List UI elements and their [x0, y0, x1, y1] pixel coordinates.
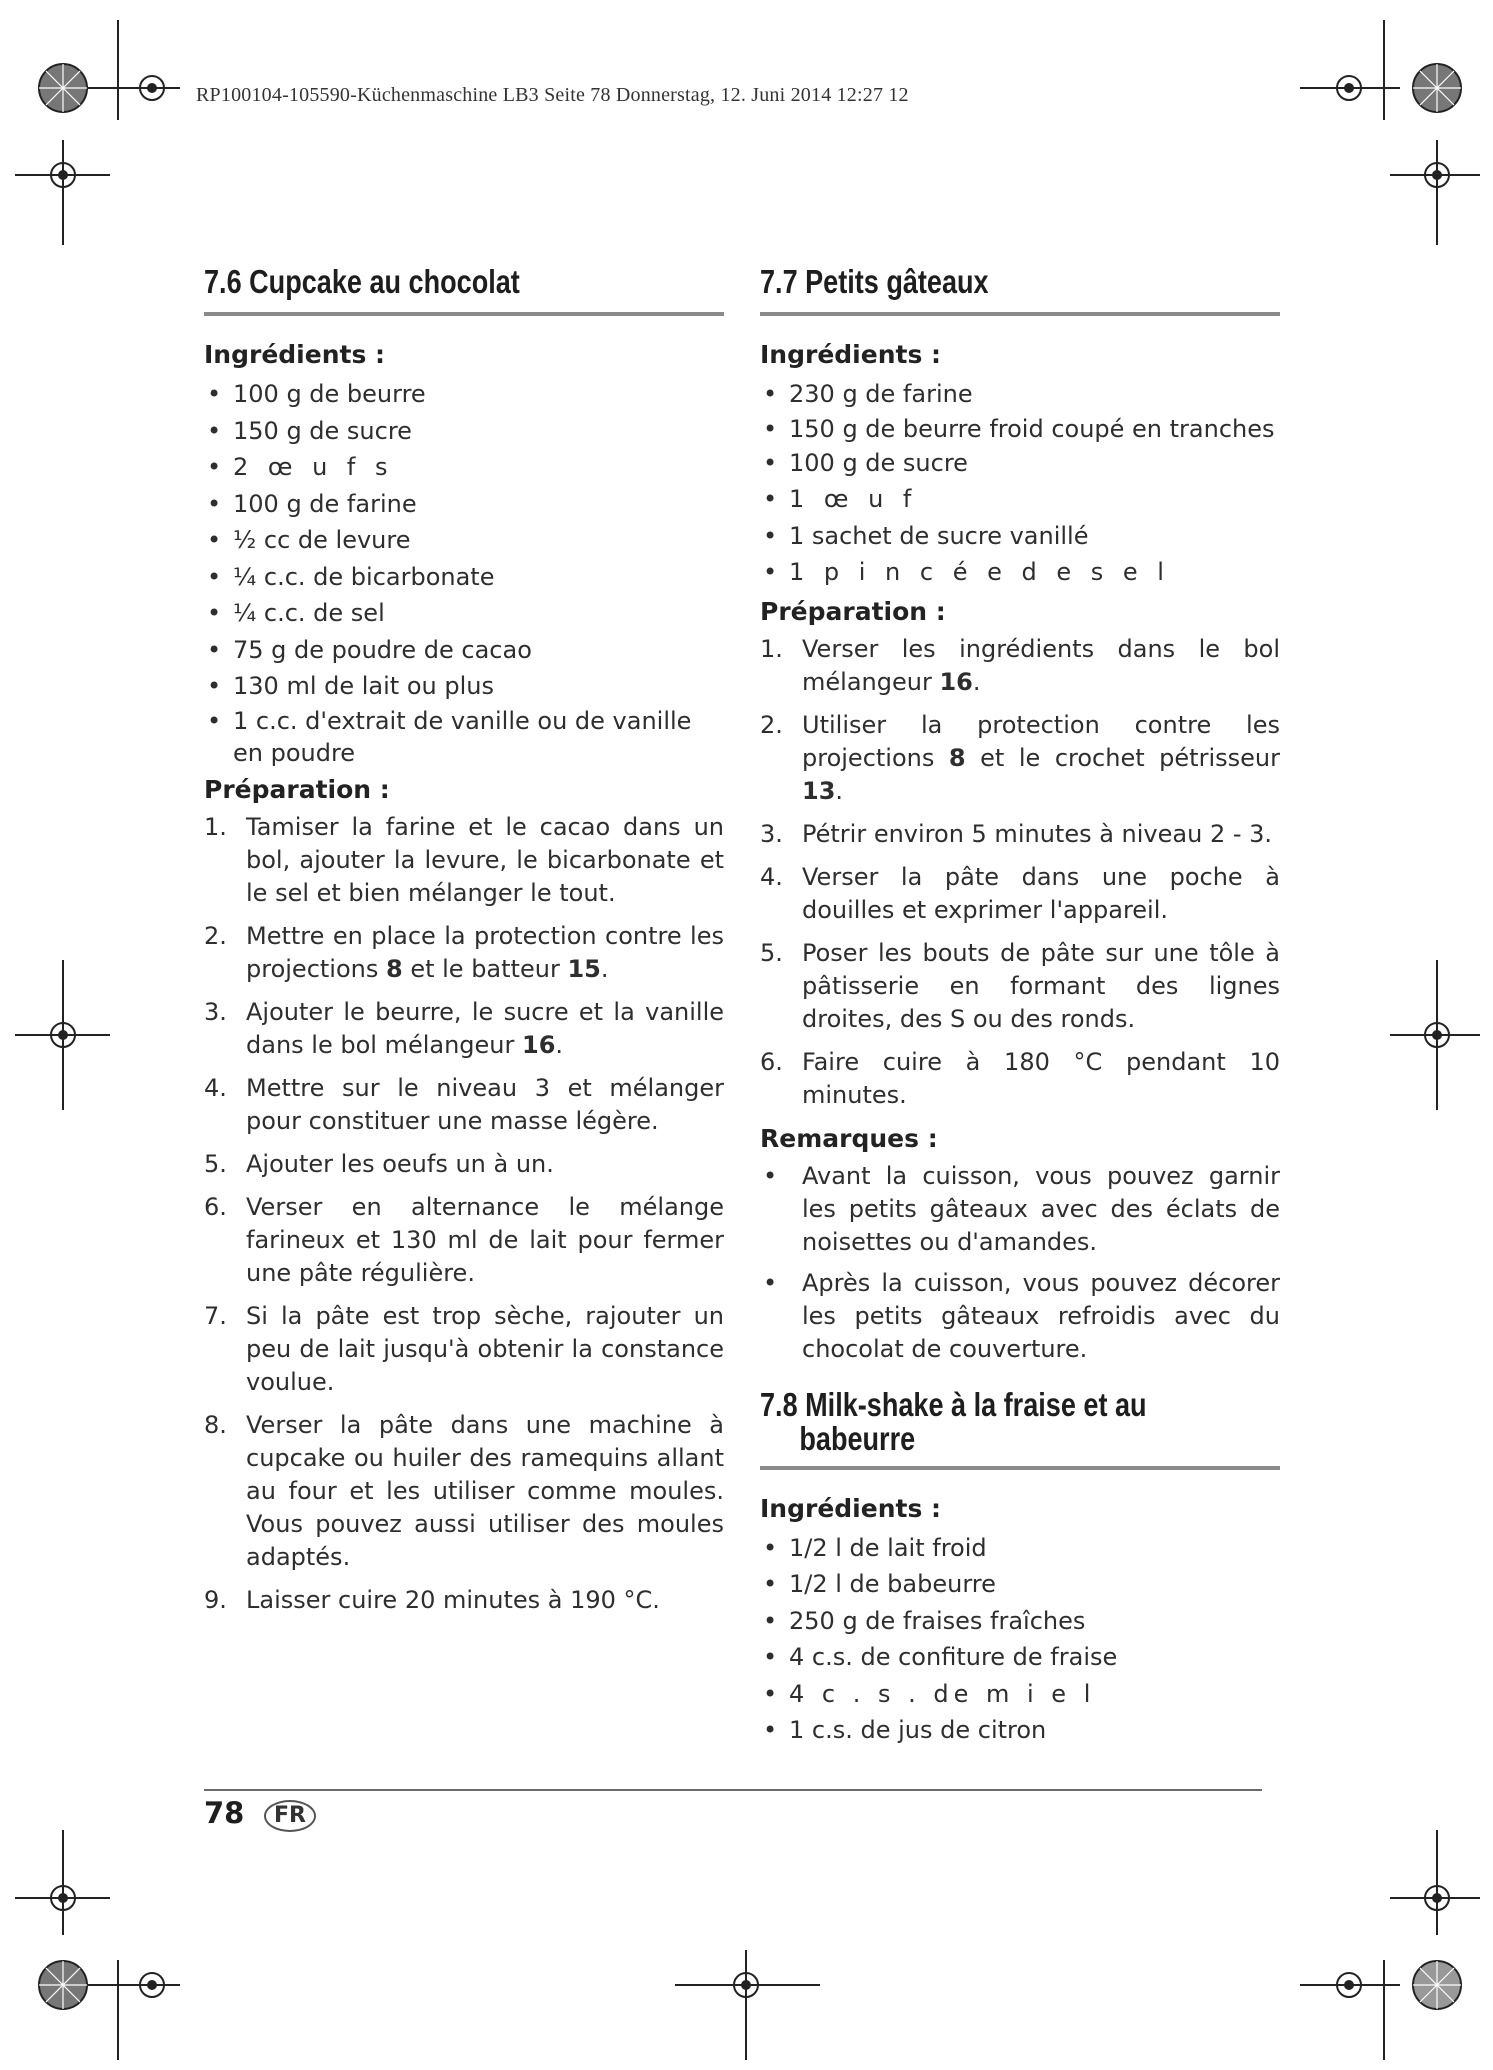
step-item: 4. Verser la pâte dans une poche à douilles et exprimer l'appareil. — [760, 862, 1280, 924]
ingredients-heading: Ingrédients : — [760, 340, 942, 369]
ingredients-list — [760, 1530, 1280, 1749]
ingredient-item: • 1 sachet de sucre vanillé — [760, 518, 1280, 555]
remark-item: • Avant la cuisson, vous pouvez garnir les petits gâteaux avec des éclats de noisettes ou d'amandes. — [760, 1160, 1280, 1259]
left-column — [204, 262, 724, 1627]
ingredient-item: • 4 c . s . de m i e l — [760, 1676, 1280, 1713]
title-rule — [204, 312, 724, 316]
ingredient-item: • ¼ c.c. de sel — [204, 595, 724, 632]
page-number: 78 — [204, 1796, 245, 1830]
ingredient-item: • 1 c.s. de jus de citron — [760, 1712, 1280, 1749]
section-title-petits-gateaux: 7.7 Petits gâteaux — [760, 263, 989, 300]
right-column — [760, 262, 1280, 1753]
step-item: 3. Ajouter le beurre, le sucre et la vanille dans le bol mélangeur 16. — [204, 997, 724, 1059]
step-item: 5. Poser les bouts de pâte sur une tôle à pâtisserie en formant des lignes droites, des S ou des ronds. — [760, 938, 1280, 1033]
step-item: 1. Tamiser la farine et le cacao dans un bol, ajouter la levure, le bicarbonate et le sel et bien mélanger le tout. — [204, 812, 724, 907]
preparation-heading: Préparation : — [204, 774, 390, 804]
ingredient-item: • ¼ c.c. de bicarbonate — [204, 559, 724, 596]
ingredient-item: • 230 g de farine — [760, 376, 1280, 413]
print-slug: RP100104-105590-Küchenmaschine LB3 Seite 78 Donnerstag, 12. Juni 2014 12:27 12 — [196, 84, 909, 106]
ingredient-item: • 1/2 l de babeurre — [760, 1566, 1280, 1603]
ingredient-item: • 75 g de poudre de cacao — [204, 632, 724, 669]
ingredient-item: • 150 g de beurre froid coupé en tranches — [760, 413, 1280, 445]
ingredient-item: • 1 c.c. d'extrait de vanille ou de vanille en poudre — [204, 705, 724, 769]
ingredient-item: • 1 œ u f — [760, 481, 1280, 518]
preparation-heading: Préparation : — [760, 596, 946, 626]
steps-list — [760, 633, 1280, 1112]
title-rule — [760, 1466, 1280, 1470]
steps-list — [204, 811, 724, 1617]
ingredient-item: • 100 g de beurre — [204, 376, 724, 413]
step-item: 2. Mettre en place la protection contre les projections 8 et le batteur 15. — [204, 921, 724, 983]
ingredient-item: • ½ cc de levure — [204, 522, 724, 559]
ingredients-heading: Ingrédients : — [204, 340, 386, 369]
step-item: 8. Verser la pâte dans une machine à cupcake ou huiler des ramequins allant au four et les utiliser comme moules. Vous pouvez aussi utiliser des moules adaptés. — [204, 1410, 724, 1571]
section-title-milkshake: 7.8 Milk-shake à la fraise et au babeurre — [760, 1385, 1147, 1457]
title-rule — [760, 312, 1280, 316]
ingredient-item: • 2 œ u f s — [204, 449, 724, 486]
remark-item: • Après la cuisson, vous pouvez décorer les petits gâteaux refroidis avec du chocolat de couverture. — [760, 1267, 1280, 1366]
footer-rule — [204, 1789, 1262, 1791]
step-item: 6. Faire cuire à 180 °C pendant 10 minutes. — [760, 1047, 1280, 1109]
ingredient-item: • 4 c.s. de confiture de fraise — [760, 1639, 1280, 1676]
step-item: 7. Si la pâte est trop sèche, rajouter un peu de lait jusqu'à obtenir la constance voulue. — [204, 1301, 724, 1396]
ingredient-item: • 250 g de fraises fraîches — [760, 1603, 1280, 1640]
step-item: 2. Utiliser la protection contre les projections 8 et le crochet pétrisseur 13. — [760, 710, 1280, 805]
ingredient-item: • 130 ml de lait ou plus — [204, 668, 724, 705]
ingredients-heading: Ingrédients : — [760, 1493, 942, 1523]
ingredient-item: • 100 g de farine — [204, 486, 724, 523]
step-item: 1. Verser les ingrédients dans le bol mélangeur 16. — [760, 634, 1280, 696]
step-item: 6. Verser en alternance le mélange farineux et 130 ml de lait pour fermer une pâte régulière. — [204, 1192, 724, 1287]
language-badge: FR — [264, 1800, 316, 1832]
ingredients-list — [760, 376, 1280, 591]
step-item: 4. Mettre sur le niveau 3 et mélanger pour constituer une masse légère. — [204, 1073, 724, 1135]
ingredient-item: • 1/2 l de lait froid — [760, 1530, 1280, 1567]
ingredient-item: • 100 g de sucre — [760, 445, 1280, 482]
remarks-list — [760, 1160, 1280, 1366]
step-item: 9. Laisser cuire 20 minutes à 190 °C. — [204, 1585, 660, 1614]
step-item: 5. Ajouter les oeufs un à un. — [204, 1149, 554, 1178]
remarks-heading: Remarques : — [760, 1123, 938, 1153]
ingredient-item: • 1 p i n c é e d e s e l — [760, 554, 1280, 591]
ingredient-item: • 150 g de sucre — [204, 413, 724, 450]
step-item: 3. Pétrir environ 5 minutes à niveau 2 - 3. — [760, 819, 1273, 848]
section-title-cupcake: 7.6 Cupcake au chocolat — [204, 263, 520, 300]
ingredients-list — [204, 376, 724, 769]
